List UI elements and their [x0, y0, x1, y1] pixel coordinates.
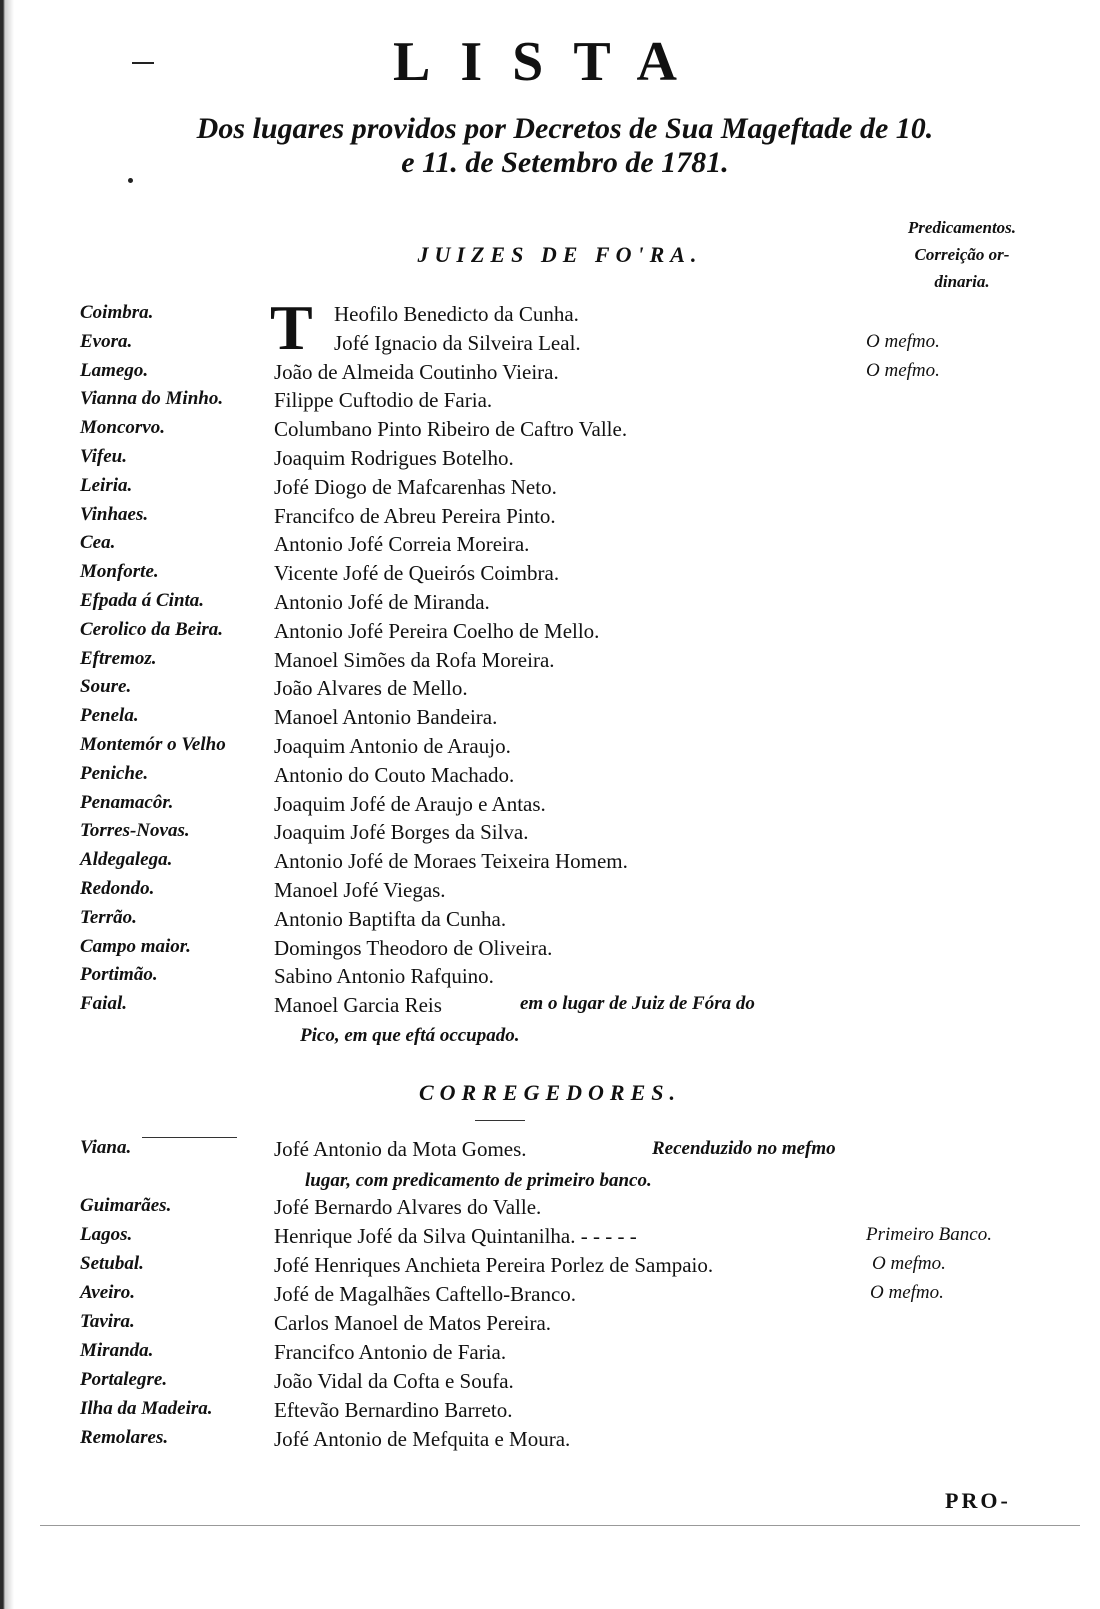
page-title: LISTA: [393, 31, 707, 93]
place-name: Vinhaes.: [80, 503, 149, 525]
official-name: Manoel Antonio Bandeira.: [274, 705, 498, 730]
place-name: Peniche.: [80, 762, 149, 784]
list-row: [0, 1398, 1100, 1428]
list-row: [0, 1427, 1100, 1457]
official-name: Antonio Jofé de Moraes Teixeira Homem.: [274, 849, 628, 874]
official-name: Manoel Jofé Viegas.: [274, 878, 446, 902]
official-name: João de Almeida Coutinho Vieira.: [274, 359, 559, 384]
official-name: Vicente Jofé de Queirós Coimbra.: [274, 561, 560, 586]
official-name: Sabino Antonio Rafquino.: [274, 964, 494, 989]
official-name: Francifco Antonio de Faria.: [274, 1340, 507, 1364]
list-row: [0, 1369, 1100, 1399]
place-name: Eftremoz.: [80, 647, 157, 669]
place-name: Cerolico da Beira.: [80, 618, 224, 640]
pred-header-line: dinaria.: [934, 272, 990, 291]
list-row: [0, 360, 1100, 390]
list-row: [0, 734, 1100, 764]
drop-cap: T: [270, 292, 313, 363]
list-row: [0, 504, 1100, 534]
official-name: João Vidal da Cofta e Soufa.: [274, 1369, 514, 1393]
place-name: Viana.: [80, 1137, 132, 1158]
official-name: Henrique Jofé da Silva Quintanilha. - - - - -: [274, 1224, 637, 1248]
official-name: Manoel Garcia Reis: [274, 993, 442, 1018]
official-name: Antonio Jofé Pereira Coelho de Mello.: [274, 618, 600, 643]
place-name: Aldegalega.: [80, 849, 173, 871]
list-row: [0, 1195, 1100, 1225]
predicamentos-header: [872, 214, 1052, 295]
list-row: [0, 1311, 1100, 1341]
predicamento: O mefmo.: [866, 359, 940, 381]
list-row: [0, 302, 1100, 332]
pred-header-line: Predicamentos.: [907, 218, 1017, 237]
official-name: Eftevão Bernardino Barreto.: [274, 1398, 513, 1422]
place-name: Vifeu.: [80, 446, 127, 467]
place-name: Torres-Novas.: [80, 820, 190, 842]
place-name: Portalegre.: [80, 1369, 168, 1390]
place-name: Cea.: [80, 532, 116, 554]
predicamento: O mefmo.: [866, 330, 940, 352]
place-name: Ilha da Madeira.: [80, 1398, 213, 1419]
place-name: Setubal.: [80, 1253, 144, 1274]
place-name: Montemór o Velho: [80, 734, 226, 755]
list-row: [0, 820, 1100, 850]
list-row: [0, 590, 1100, 620]
list-row: [0, 936, 1100, 966]
official-name: Columbano Pinto Ribeiro de Caftro Valle.: [274, 417, 628, 442]
list-row: [0, 1137, 1100, 1167]
list-row: [0, 561, 1100, 591]
place-name: Leiria.: [80, 474, 133, 496]
place-name: Moncorvo.: [80, 417, 165, 439]
official-name: Jofé Diogo de Mafcarenhas Neto.: [274, 474, 557, 499]
faial-note: Pico, em que eftá occupado.: [300, 1025, 520, 1046]
list-row: [0, 1253, 1100, 1283]
official-name: Jofé de Magalhães Caftello-Branco.: [274, 1282, 577, 1306]
list-row: [0, 619, 1100, 649]
predicamento: Primeiro Banco.: [866, 1224, 992, 1245]
place-name: Remolares.: [80, 1427, 169, 1448]
faial-note: em o lugar de Juiz de Fóra do: [520, 993, 755, 1014]
place-name: Penela.: [80, 705, 139, 727]
official-name: Manoel Simões da Rofa Moreira.: [274, 647, 555, 672]
official-name: Antonio Jofé Correia Moreira.: [274, 532, 530, 557]
official-name: Jofé Henriques Anchieta Pereira Porlez de Sampaio.: [274, 1253, 714, 1277]
list-row: [0, 417, 1100, 447]
viana-note: Recenduzido no mefmo: [652, 1138, 836, 1159]
official-name: Jofé Antonio de Mefquita e Moura.: [274, 1427, 571, 1451]
place-name: Guimarães.: [80, 1195, 172, 1216]
official-name: Francifco de Abreu Pereira Pinto.: [274, 503, 556, 528]
list-row: [0, 532, 1100, 562]
place-name: Terrão.: [80, 906, 137, 928]
list-row: [0, 475, 1100, 505]
list-row: [0, 878, 1100, 908]
pred-header-line: Correição or-: [914, 245, 1010, 264]
list-row: [0, 1340, 1100, 1370]
official-name: Domingos Theodoro de Oliveira.: [274, 935, 553, 960]
list-row: [0, 676, 1100, 706]
predicamento: O mefmo.: [872, 1253, 946, 1274]
list-row: [0, 964, 1100, 994]
list-row: [0, 907, 1100, 937]
official-name: Jofé Antonio da Mota Gomes.: [274, 1137, 527, 1161]
place-name: Evora.: [80, 330, 133, 352]
official-name: João Alvares de Mello.: [274, 676, 468, 701]
subtitle-line: e 11. de Setembro de 1781.: [401, 146, 729, 179]
official-name: Antonio Jofé de Miranda.: [274, 590, 490, 614]
place-name: Penamacôr.: [80, 791, 174, 813]
divider-rule: [475, 1120, 525, 1121]
place-name: Monforte.: [80, 561, 159, 583]
place-name: Lamego.: [80, 359, 149, 381]
list-row: [0, 763, 1100, 793]
official-name: Antonio do Couto Machado.: [274, 762, 515, 787]
list-row: [0, 849, 1100, 879]
place-name: Redondo.: [80, 878, 155, 899]
place-name: Campo maior.: [80, 935, 191, 957]
subtitle-line: Dos lugares providos por Decretos de Sua Mageftade de 10.: [196, 112, 934, 145]
place-name: Efpada á Cinta.: [80, 590, 205, 611]
place-name: Aveiro.: [80, 1282, 136, 1303]
list-row: [0, 648, 1100, 678]
place-name: Soure.: [80, 676, 132, 698]
place-name: Vianna do Minho.: [80, 388, 224, 410]
list-row: [0, 446, 1100, 476]
predicamento: O mefmo.: [870, 1282, 944, 1303]
section-heading-juizes: JUIZES DE FO'RA.: [417, 242, 703, 267]
list-row: [0, 388, 1100, 418]
page-bottom-rule: [40, 1525, 1080, 1526]
list-row: [0, 1224, 1100, 1254]
place-name: Faial.: [80, 993, 127, 1015]
viana-note: lugar, com predicamento de primeiro banco.: [305, 1170, 652, 1191]
official-name: Joaquim Jofé Borges da Silva.: [274, 820, 529, 845]
official-name: Jofé Bernardo Alvares do Valle.: [274, 1195, 542, 1219]
list-row: [0, 331, 1100, 361]
official-name: Filippe Cuftodio de Faria.: [274, 388, 493, 413]
list-row: [0, 1282, 1100, 1312]
list-row: [0, 792, 1100, 822]
list-row: [0, 705, 1100, 735]
official-name: Heofilo Benedicto da Cunha.: [334, 302, 579, 326]
official-name: Jofé Ignacio da Silveira Leal.: [334, 330, 581, 355]
section-heading-corregedores: CORREGEDORES.: [418, 1080, 681, 1105]
official-name: Joaquim Jofé de Araujo e Antas.: [274, 791, 546, 816]
official-name: Joaquim Antonio de Araujo.: [274, 734, 511, 758]
place-name: Portimão.: [80, 964, 158, 986]
place-name: Coimbra.: [80, 302, 154, 323]
place-name: Lagos.: [80, 1224, 133, 1245]
official-name: Carlos Manoel de Matos Pereira.: [274, 1311, 552, 1335]
catchword: PRO-: [945, 1488, 1011, 1513]
place-name: Tavira.: [80, 1311, 135, 1332]
official-name: Antonio Baptifta da Cunha.: [274, 906, 507, 931]
page-subtitle: [100, 112, 1030, 180]
official-name: Joaquim Rodrigues Botelho.: [274, 446, 514, 470]
place-name: Miranda.: [80, 1340, 154, 1361]
